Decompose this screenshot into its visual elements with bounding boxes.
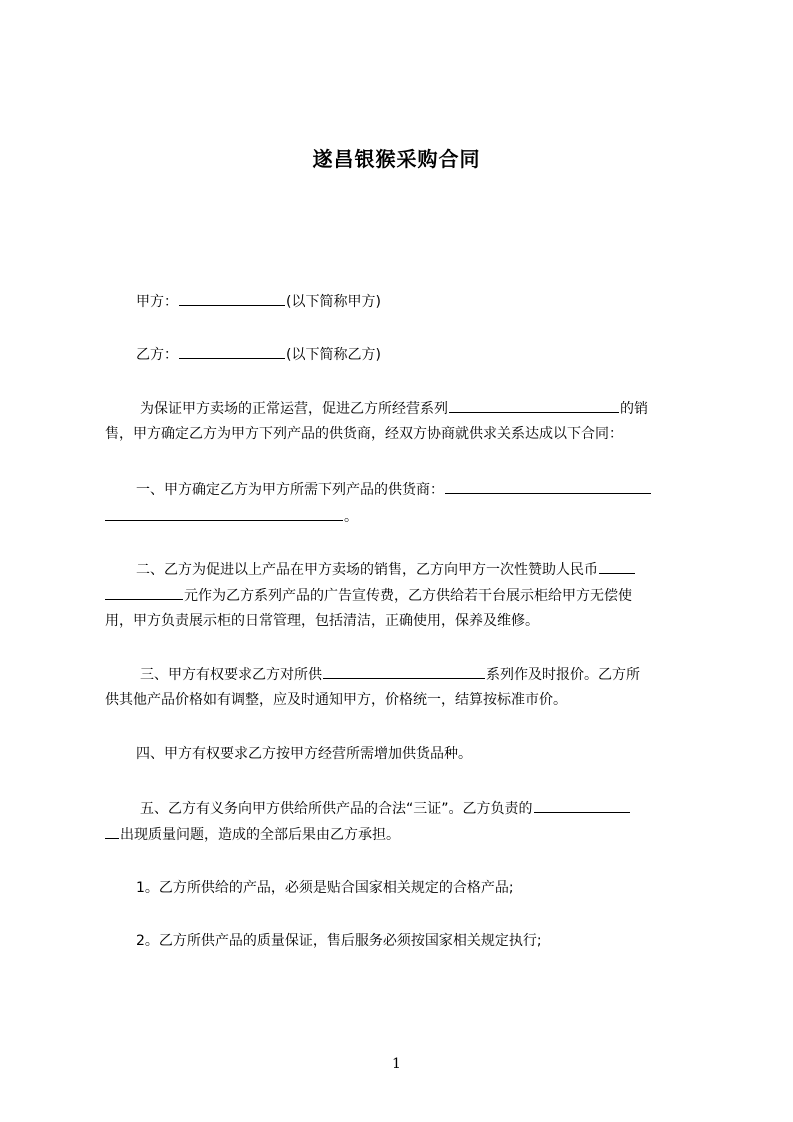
clause-1-line-1 xyxy=(136,480,736,499)
clause-2-text-1: 二、乙方为促进以上产品在甲方卖场的销售，乙方向甲方一次性赞助人民币 xyxy=(136,562,598,578)
clause-3-text-a: 三、甲方有权要求乙方对所供 xyxy=(140,667,322,683)
party-a-label: 甲方： xyxy=(136,294,178,310)
clause-5-line-1 xyxy=(140,799,740,818)
clause-5-text-1: 五、乙方有义务向甲方供给所供产品的合法“三证”。乙方负责的 xyxy=(140,801,533,817)
clause-1-blank-a xyxy=(445,480,651,494)
clause-1-end: 。 xyxy=(344,509,358,525)
clause-5-blank-a xyxy=(534,799,630,813)
clause-3-text-b: 系列作及时报价。乙方所 xyxy=(486,667,640,683)
party-b-line xyxy=(136,345,736,364)
clause-2-blank-b xyxy=(105,586,183,600)
item-2: 2。乙方所供产品的质量保证，售后服务必须按国家相关规定执行; xyxy=(136,933,542,949)
clause-5-line-2 xyxy=(105,825,705,844)
clause-3-line-1 xyxy=(140,665,740,684)
clause-1-blank-b xyxy=(105,507,343,521)
clause-2-text-2: 元作为乙方系列产品的广告宣传费，乙方供给若干台展示柜给甲方无偿使 xyxy=(184,588,632,604)
document-title: 遂昌银猴采购合同 xyxy=(312,147,481,171)
clause-2-blank-a xyxy=(599,560,635,574)
clause-3-line-2: 供其他产品价格如有调整，应及时通知甲方，价格统一，结算按标准市价。 xyxy=(105,692,567,708)
clause-5-text-2: 出现质量问题，造成的全部后果由乙方承担。 xyxy=(120,827,400,843)
clause-2-line-1 xyxy=(136,560,736,579)
clause-3-blank xyxy=(323,665,485,679)
clause-2-line-3: 用，甲方负责展示柜的日常管理，包括清洁，正确使用，保养及维修。 xyxy=(105,613,539,629)
intro-blank xyxy=(449,399,619,413)
clause-4: 四、甲方有权要求乙方按甲方经营所需增加供货品种。 xyxy=(136,746,472,762)
party-b-blank xyxy=(179,345,285,359)
party-a-line xyxy=(136,292,736,311)
party-b-label: 乙方： xyxy=(136,347,178,363)
clause-1-text: 一、甲方确定乙方为甲方所需下列产品的供货商： xyxy=(136,482,444,498)
clause-2-line-2 xyxy=(105,586,705,605)
clause-1-line-2 xyxy=(105,507,705,526)
party-b-suffix: (以下简称乙方) xyxy=(286,347,381,363)
clause-5-blank-b xyxy=(105,825,119,839)
party-a-suffix: (以下简称甲方) xyxy=(286,294,381,310)
intro-line-2: 售，甲方确定乙方为甲方下列产品的供货商，经双方协商就供求关系达成以下合同： xyxy=(105,426,623,442)
item-1: 1。乙方所供给的产品，必须是贴合国家相关规定的合格产品; xyxy=(136,880,514,896)
intro-text-a: 为保证甲方卖场的正常运营，促进乙方所经营系列 xyxy=(140,401,448,417)
intro-text-b: 的销 xyxy=(620,401,648,417)
party-a-blank xyxy=(179,292,285,306)
page-number: 1 xyxy=(392,1056,401,1072)
intro-line-1 xyxy=(140,399,740,418)
